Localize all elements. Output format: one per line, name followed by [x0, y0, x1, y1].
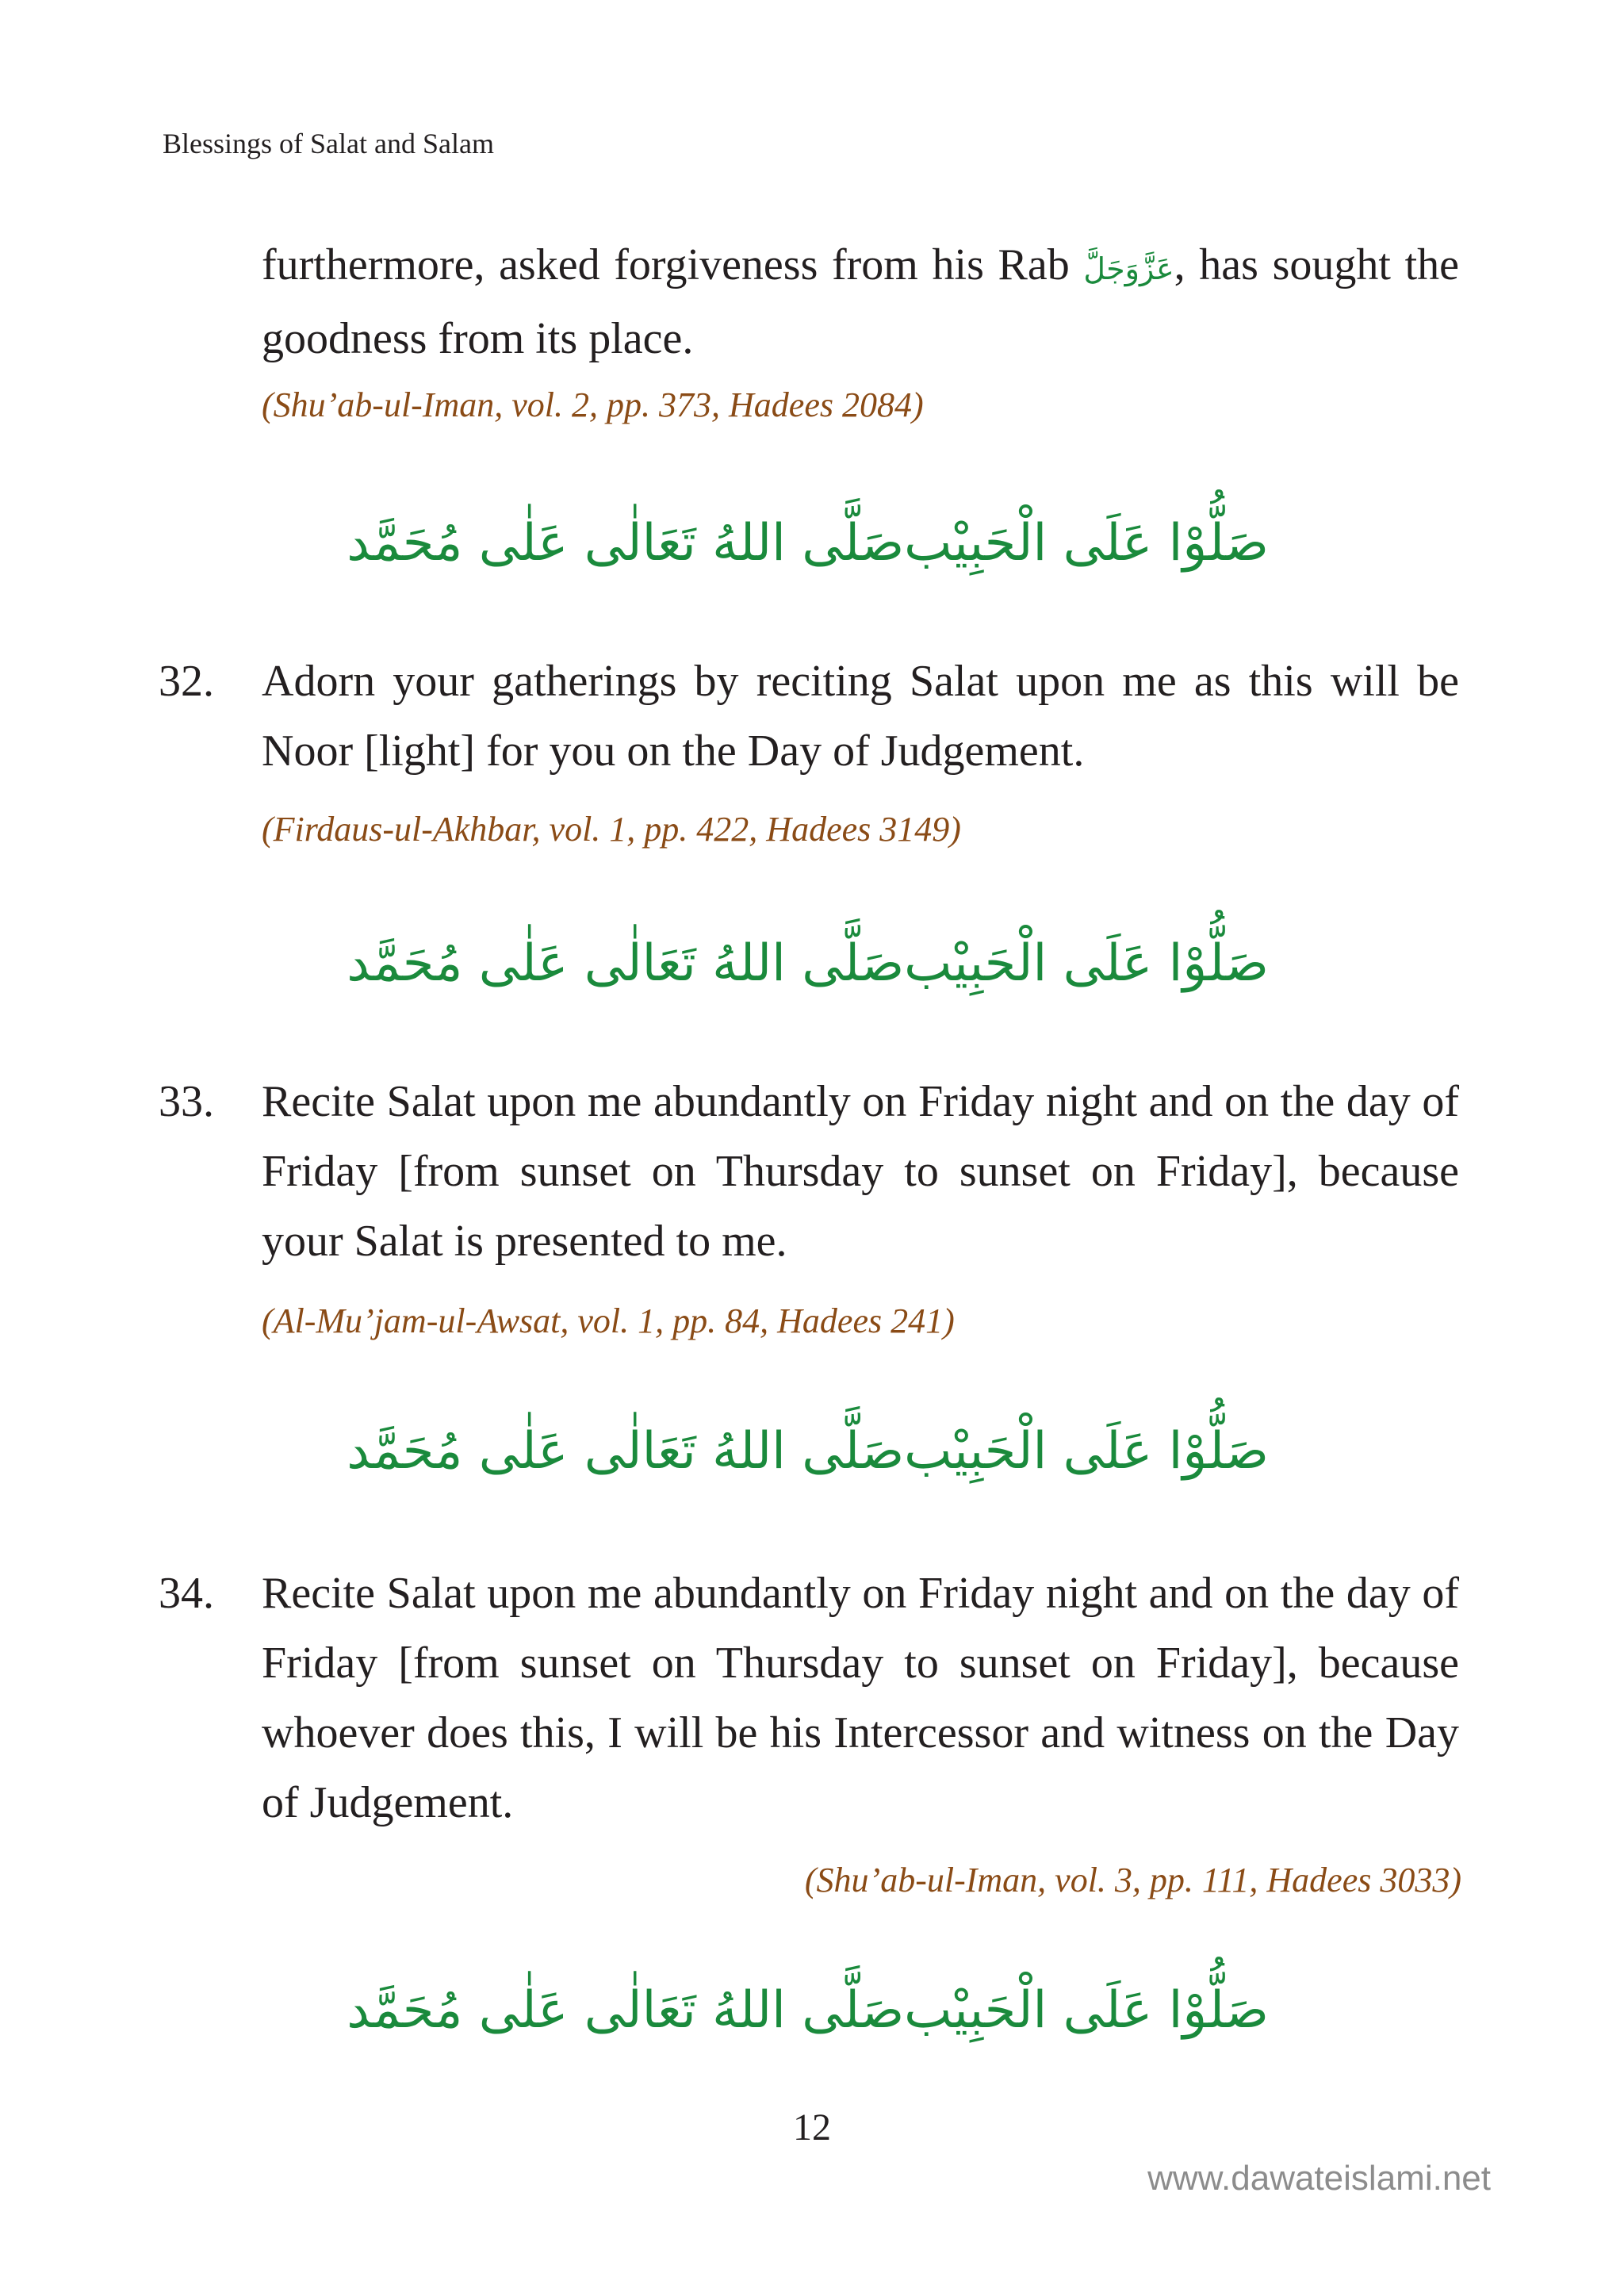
- page-number: 12: [793, 2106, 831, 2148]
- item-number: 33.: [159, 1077, 214, 1126]
- intro-paragraph: [262, 230, 1459, 374]
- durood-line: [347, 920, 1269, 1007]
- durood-left: صَلَّى اللهُ تَعَالٰى عَلٰى مُحَمَّد: [347, 514, 905, 573]
- durood-left: صَلَّى اللهُ تَعَالٰى عَلٰى مُحَمَّد: [347, 934, 905, 993]
- item-text: Recite Salat upon me abundantly on Friday night and on the day of Friday [from sunset on Thursday to sunset on Friday], because whoever does this, I will be his Intercessor and witness on the Day of Judgement.: [262, 1569, 1459, 1827]
- durood-right: صَلُّوْا عَلَى الْحَبِيْب: [904, 514, 1269, 573]
- intro-text-after: , has sought the goodness from its place.: [262, 240, 1459, 363]
- running-header: Blessings of Salat and Salam: [163, 128, 494, 159]
- durood-left: صَلَّى اللهُ تَعَالٰى عَلٰى مُحَمَّد: [347, 1981, 905, 2040]
- item-reference: (Shu’ab-ul-Iman, vol. 3, pp. 111, Hadees 3033): [804, 1861, 1461, 1899]
- item-reference: (Al-Mu’jam-ul-Awsat, vol. 1, pp. 84, Hadees 241): [262, 1301, 955, 1340]
- item-number: 32.: [159, 657, 214, 706]
- durood-right: صَلُّوْا عَلَى الْحَبِيْب: [904, 1981, 1269, 2040]
- item-number: 34.: [159, 1569, 214, 1618]
- durood-left: صَلَّى اللهُ تَعَالٰى عَلٰى مُحَمَّد: [347, 1422, 905, 1481]
- item-text: Adorn your gatherings by reciting Salat upon me as this will be Noor [light] for you on the Day of Judgement.: [262, 657, 1459, 776]
- durood-line: [347, 1967, 1269, 2054]
- website-watermark: www.dawateislami.net: [1147, 2159, 1491, 2198]
- durood-right: صَلُّوْا عَلَى الْحَبِيْب: [904, 1422, 1269, 1481]
- intro-reference: (Shu’ab-ul-Iman, vol. 2, pp. 373, Hadees 2084): [262, 385, 924, 424]
- durood-line: [347, 1408, 1269, 1495]
- azza-wa-jal-arabic: عَزَّوَجَلَّ: [1083, 251, 1174, 286]
- item-reference: (Firdaus-ul-Akhbar, vol. 1, pp. 422, Hadees 3149): [262, 810, 961, 849]
- intro-text-before: furthermore, asked forgiveness from his Rab: [262, 240, 1084, 289]
- durood-right: صَلُّوْا عَلَى الْحَبِيْب: [904, 934, 1269, 993]
- item-text: Recite Salat upon me abundantly on Friday night and on the day of Friday [from sunset on Thursday to sunset on Friday], because your Salat is presented to me.: [262, 1077, 1459, 1266]
- durood-line: [347, 500, 1269, 587]
